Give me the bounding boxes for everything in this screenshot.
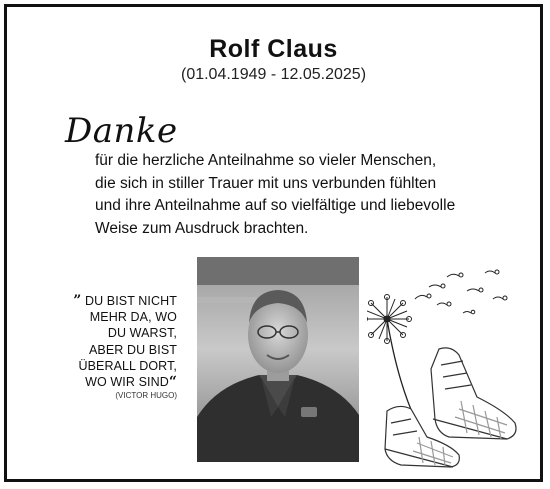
quote-line: MEHR DA, WO (89, 310, 177, 325)
quote-close-mark: “ (168, 374, 177, 391)
quote-line-first (62, 293, 177, 309)
obituary-card (4, 4, 543, 482)
quote-line: ÜBERALL DORT, (78, 358, 177, 373)
deceased-name: Rolf Claus (209, 35, 338, 63)
quote-line: DU WARST, (107, 326, 177, 341)
quote-author: (VICTOR HUGO) (115, 391, 177, 401)
danke-heading: Danke (65, 111, 178, 151)
quote-block (62, 293, 177, 400)
portrait-illustration (197, 257, 359, 462)
life-dates: (01.04.1949 - 12.05.2025) (180, 66, 367, 83)
message-line: und ihre Anteilnahme auf so vielfältige und liebevolle (95, 197, 456, 214)
quote-text: WO WIR SIND (85, 375, 169, 390)
quote-line: ABER DU BIST (88, 342, 177, 357)
quote-line-last (62, 374, 177, 390)
portrait-photo (197, 257, 359, 462)
decor-illustration (367, 269, 542, 474)
dandelion-and-football-boots-drawing (367, 269, 542, 474)
message-line: Weise zum Ausdruck brachten. (95, 219, 309, 237)
thank-you-message (95, 150, 515, 240)
quote-text: DU BIST NICHT (84, 294, 177, 308)
message-line: die sich in stiller Trauer mit uns verbunden fühlten (95, 174, 437, 192)
message-line: für die herzliche Anteilnahme so vieler Menschen, (95, 152, 437, 169)
quote-open-mark: ” (73, 293, 82, 309)
